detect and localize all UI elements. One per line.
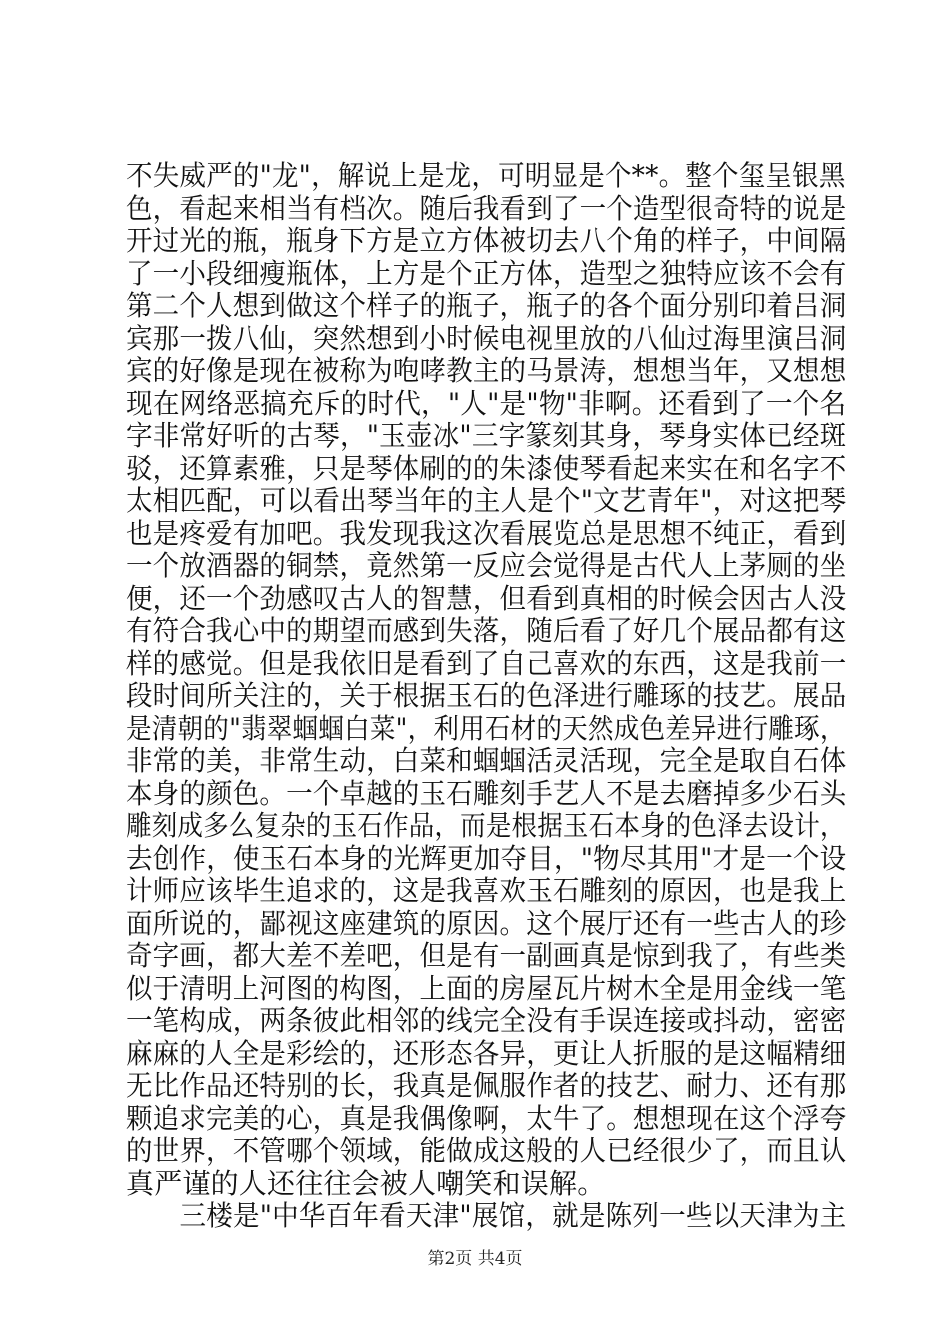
text-line: 也是疼爱有加吧。我发现我这次看展览总是思想不纯正，看到 bbox=[126, 516, 847, 550]
text-line: 去创作，使玉石本身的光辉更加夺目，"物尽其用"才是一个设 bbox=[126, 841, 847, 875]
text-line: 一个放酒器的铜禁，竟然第一反应会觉得是古代人上茅厕的坐 bbox=[126, 549, 847, 582]
text-line: 非常的美，非常生动，白菜和蝈蝈活灵活现，完全是取自石体 bbox=[126, 744, 847, 777]
page-footer bbox=[0, 1244, 950, 1269]
text-line: 是清朝的"翡翠蝈蝈白菜"，利用石材的天然成色差异进行雕琢， bbox=[126, 711, 846, 745]
text-line: 了一小段细瘦瓶体，上方是个正方体，造型之独特应该不会有 bbox=[126, 256, 847, 290]
text-line: 真严谨的人还往往会被人嘲笑和误解。 bbox=[126, 1166, 606, 1200]
text-line: 第二个人想到做这个样子的瓶子，瓶子的各个面分别印着吕洞 bbox=[126, 289, 847, 322]
text-line: 似于清明上河图的构图，上面的房屋瓦片树木全是用金线一笔 bbox=[126, 971, 847, 1005]
text-line: 宾的好像是现在被称为咆哮教主的马景涛，想想当年，又想想 bbox=[126, 354, 847, 387]
text-line: 计师应该毕生追求的，这是我喜欢玉石雕刻的原因，也是我上 bbox=[126, 874, 847, 907]
text-line: 无比作品还特别的长，我真是佩服作者的技艺、耐力、还有那 bbox=[126, 1069, 847, 1102]
text-line: 面所说的，鄙视这座建筑的原因。这个展厅还有一些古人的珍 bbox=[126, 906, 847, 940]
text-line: 便，还一个劲感叹古人的智慧，但看到真相的时候会因古人没 bbox=[126, 581, 847, 615]
text-line: 不失威严的"龙"，解说上是龙，可明显是个**。整个玺呈银黑 bbox=[126, 159, 846, 192]
text-line: 麻麻的人全是彩绘的，还形态各异，更让人折服的是这幅精细 bbox=[126, 1036, 847, 1070]
text-line: 宾那一拨八仙，突然想到小时候电视里放的八仙过海里演吕洞 bbox=[126, 321, 847, 355]
text-line: 驳，还算素雅，只是琴体刷的的朱漆使琴看起来实在和名字不 bbox=[126, 451, 847, 485]
text-line: 太相匹配，可以看出琴当年的主人是个"文艺青年"，对这把琴 bbox=[126, 484, 847, 517]
text-line: 色，看起来相当有档次。随后我看到了一个造型很奇特的说是 bbox=[126, 191, 847, 225]
text-line: 字非常好听的古琴，"玉壶冰"三字篆刻其身，琴身实体已经斑 bbox=[126, 419, 847, 452]
text-line: 开过光的瓶，瓶身下方是立方体被切去八个角的样子，中间隔 bbox=[126, 224, 847, 257]
text-line: 有符合我心中的期望而感到失落，随后看了好几个展品都有这 bbox=[126, 614, 847, 647]
text-line: 样的感觉。但是我依旧是看到了自己喜欢的东西，这是我前一 bbox=[126, 646, 847, 680]
text-line: 的世界，不管哪个领域，能做成这般的人已经很少了，而且认 bbox=[126, 1134, 847, 1167]
text-line: 本身的颜色。一个卓越的玉石雕刻手艺人不是去磨掉多少石头 bbox=[126, 776, 847, 810]
body-text bbox=[126, 160, 846, 1233]
text-line: 现在网络恶搞充斥的时代，"人"是"物"非啊。还看到了一个名 bbox=[126, 386, 847, 420]
text-line: 一笔构成，两条彼此相邻的线完全没有手误连接或抖动，密密 bbox=[126, 1004, 847, 1037]
text-line: 颗追求完美的心，真是我偶像啊，太牛了。想想现在这个浮夸 bbox=[126, 1101, 847, 1135]
page-number-label: 第2页 共4页 bbox=[427, 1249, 523, 1269]
text-line: 奇字画，都大差不差吧，但是有一副画真是惊到我了，有些类 bbox=[126, 939, 847, 972]
text-line: 雕刻成多么复杂的玉石作品，而是根据玉石本身的色泽去设计， bbox=[126, 809, 846, 842]
text-line: 段时间所关注的，关于根据玉石的色泽进行雕琢的技艺。展品 bbox=[126, 679, 847, 712]
text-line: 三楼是"中华百年看天津"展馆，就是陈列一些以天津为主 bbox=[126, 1199, 847, 1232]
